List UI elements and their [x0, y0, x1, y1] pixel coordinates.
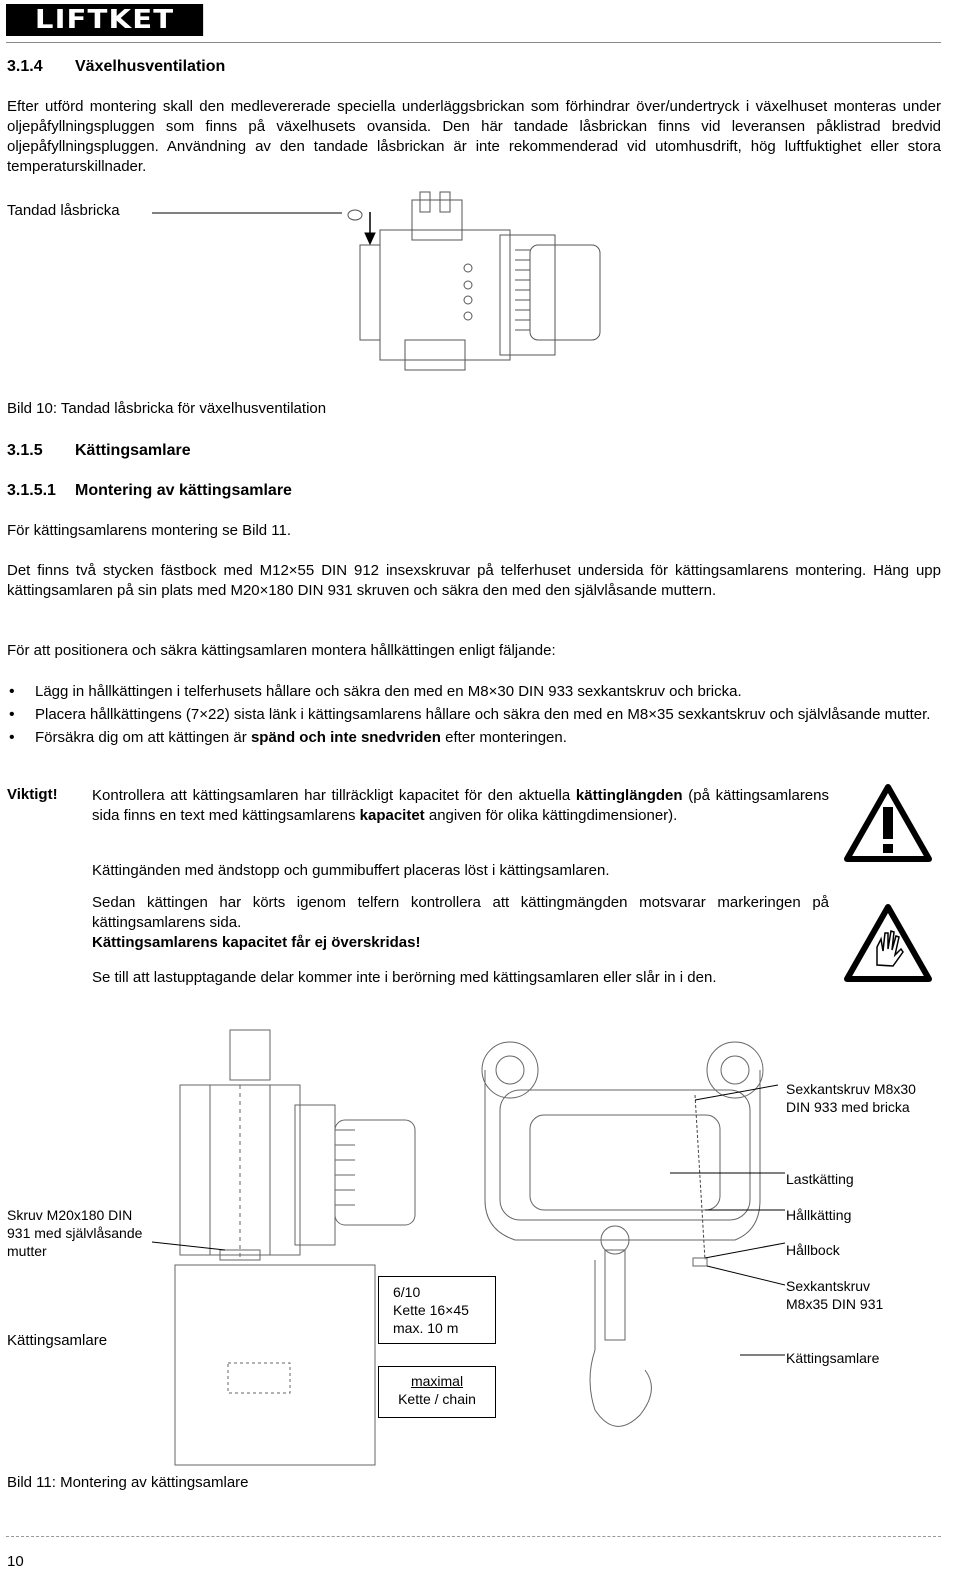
liftket-logo: LIFTKET	[6, 4, 203, 36]
section-title: Montering av kättingsamlare	[75, 482, 292, 499]
label-sexkantskruv-m8x35: Sexkantskruv M8x35 DIN 931	[786, 1278, 884, 1312]
warning-text: Kontrollera att kättingsamlaren har tillräckligt kapacitet för den aktuella	[92, 787, 576, 804]
capacity-box-line: max. 10 m	[393, 1320, 459, 1336]
warning-bold: kapacitet	[359, 807, 425, 824]
warning-hand-crush-icon	[843, 903, 933, 983]
figure11-hoist-front-view	[465, 1030, 785, 1470]
warning-paragraph-capacity-limit: Kättingsamlarens kapacitet får ej överskridas!	[92, 934, 421, 951]
section-heading-3-1-4	[7, 57, 941, 77]
label-sexkantskruv-m8x30: Sexkantskruv M8x30 DIN 933 med bricka	[786, 1081, 916, 1115]
list-item	[7, 728, 941, 748]
warning-paragraph-capacity	[92, 786, 829, 826]
header-divider	[6, 42, 941, 43]
figure11-caption: Bild 11: Montering av kättingsamlare	[7, 1474, 249, 1491]
max-chain-box	[378, 1366, 496, 1418]
warning-text: (på kättingsamlarens sida finns en text med kättingsamlarens	[92, 787, 829, 824]
bullet-text: efter monteringen.	[440, 729, 567, 746]
figure11-left-leaders	[150, 1240, 270, 1360]
warning-bold: kättinglängden	[575, 787, 683, 804]
label-hallkatting: Hållkätting	[786, 1207, 852, 1223]
footer-divider	[6, 1536, 941, 1537]
capacity-box-line: 6/10	[393, 1284, 421, 1300]
section-title: Växelhusventilation	[75, 58, 226, 75]
paragraph-mounting: Det finns två stycken fästbock med M12×55 DIN 912 insexskruvar på telferhuset undersida för kättingsamlarens montering. Häng upp kättingsamlaren på sin plats med M20×180 DIN 931 skruven och säkra den med den självlåsande muttern.	[7, 562, 941, 599]
label-hallbock: Hållbock	[786, 1242, 840, 1258]
warning-label: Viktigt!	[7, 786, 58, 803]
page-number: 10	[7, 1553, 24, 1570]
warning-paragraph-clearance: Se till att lastupptagande delar kommer inte i berörning med kättingsamlaren eller slår in i den.	[92, 969, 717, 986]
section-number: 3.1.4	[7, 58, 43, 75]
instruction-list	[7, 682, 941, 751]
paragraph-positioning: För att positionera och säkra kättingsamlaren montera hållkättingen enligt fäljande:	[7, 642, 556, 659]
warning-text: angiven för olika kättingdimensioner).	[424, 807, 678, 824]
label-skruv: Skruv M20x180 DIN 931 med självlåsande mutter	[7, 1207, 143, 1259]
warning-exclamation-icon	[843, 783, 933, 863]
figure10-label: Tandad låsbricka	[7, 202, 120, 219]
section-number: 3.1.5.1	[7, 482, 56, 499]
section-title: Kättingsamlare	[75, 442, 191, 459]
capacity-box	[378, 1276, 496, 1344]
figure10-caption: Bild 10: Tandad låsbricka för växelhusventilation	[7, 400, 327, 417]
warning-paragraph-chain-end: Kättingänden med ändstopp och gummibuffert placeras löst i kättingsamlaren.	[92, 862, 610, 879]
max-chain-line: Kette / chain	[398, 1391, 476, 1407]
warning-paragraph-check: Sedan kättingen har körts igenom telfern kontrollera att kättingmängden motsvarar markeringen på kättingsamlarens sida.	[92, 894, 829, 931]
section-heading-3-1-5	[7, 441, 941, 461]
bullet-bold-text: spänd och inte snedvriden	[250, 729, 441, 746]
list-item: • Lägg in hållkättingen i telferhusets hållare och säkra den med en M8×30 DIN 933 sexkantskruv och bricka.	[7, 682, 941, 702]
label-kattingsamlare-left: Kättingsamlare	[7, 1332, 108, 1349]
section-heading-3-1-5-1	[7, 481, 941, 501]
label-lastkatting: Lastkätting	[786, 1171, 854, 1187]
figure10-hoist-drawing	[150, 190, 620, 375]
max-chain-line: maximal	[410, 1373, 464, 1389]
bullet-text: Försäkra dig om att kättingen är	[35, 729, 251, 746]
label-kattingsamlare-right: Kättingsamlare	[786, 1350, 880, 1366]
section-number: 3.1.5	[7, 442, 43, 459]
paragraph-ventilation: Efter utförd montering skall den medlevererade speciella underläggsbrickan som förhindrar över/undertryck i växelhuset monteras under oljepåfyllningspluggen som finns på växelhusets ovansida. Den här tandade låsbrickan finns vid leveransen påklistrad bredvid oljepåfyllningspluggen. Användning av den tandade låsbrickan är inte rekommenderad vid utomhusdrift, hög luftfuktighet eller stora temperaturskillnader.	[7, 98, 941, 175]
capacity-box-line: Kette 16×45	[393, 1302, 469, 1318]
paragraph-see-figure: För kättingsamlarens montering se Bild 11.	[7, 522, 292, 539]
list-item: • Placera hållkättingens (7×22) sista länk i kättingsamlarens hållare och säkra den med en M8×35 sexkantskruv och självlåsande mutter.	[7, 705, 941, 725]
